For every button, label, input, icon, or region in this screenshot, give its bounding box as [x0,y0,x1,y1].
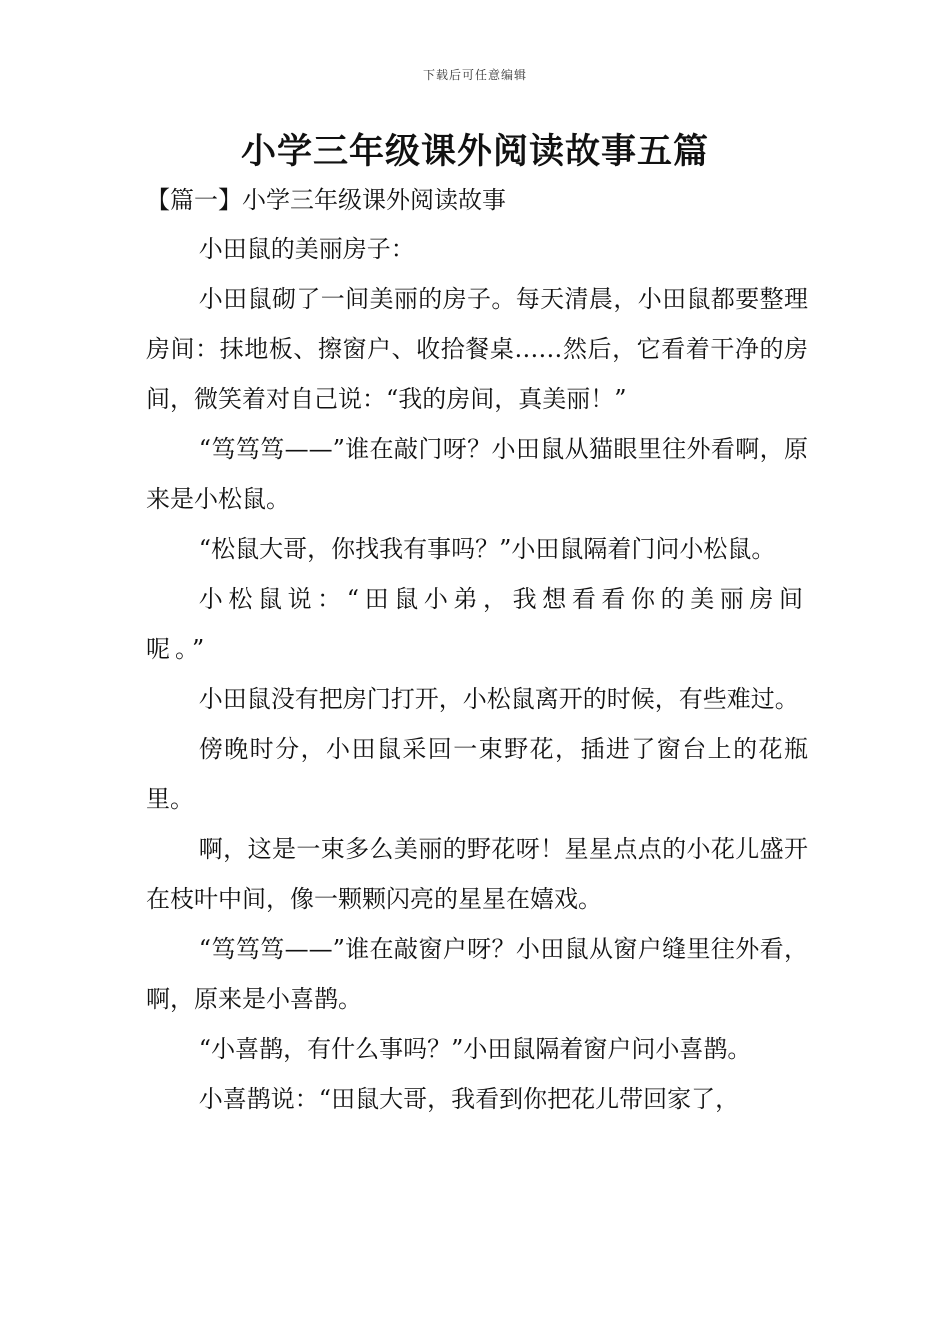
paragraph: 小喜鹊说：“田鼠大哥，我看到你把花儿带回家了， [198,1085,740,1113]
paragraph: 啊，这是一束多么美丽的野花呀！星星点点的小花儿盛开在枝叶中间，像一颗颗闪亮的星星在嬉戏。 [146,835,808,913]
paragraph: “笃笃笃——”谁在敲窗户呀？小田鼠从窗户缝里往外看，啊，原来是小喜鹊。 [146,935,808,1013]
paragraph: 傍晚时分，小田鼠采回一束野花，插进了窗台上的花瓶里。 [146,735,808,813]
paragraph: “笃笃笃——”谁在敲门呀？小田鼠从猫眼里往外看啊，原来是小松鼠。 [146,435,808,513]
story-body [146,224,808,1124]
paragraph: “松鼠大哥，你找我有事吗？”小田鼠隔着门问小松鼠。 [198,535,776,563]
document-title: 小学三年级课外阅读故事五篇 [240,131,709,172]
paragraph: “小喜鹊，有什么事吗？”小田鼠隔着窗户问小喜鹊。 [198,1035,752,1063]
paragraph: 小田鼠砌了一间美丽的房子。每天清晨，小田鼠都要整理房间：抹地板、擦窗户、收拾餐桌……然后，它看着干净的房间，微笑着对自己说：“我的房间，真美丽！” [146,285,808,413]
paragraph: 小田鼠的美丽房子： [198,235,415,263]
paragraph: 小松鼠说：“田鼠小弟，我想看看你的美丽房间呢。” [146,585,808,663]
section-heading: 【篇一】小学三年级课外阅读故事 [146,186,506,214]
header-note: 下载后可任意编辑 [422,68,527,82]
paragraph: 小田鼠没有把房门打开，小松鼠离开的时候，有些难过。 [198,685,799,713]
